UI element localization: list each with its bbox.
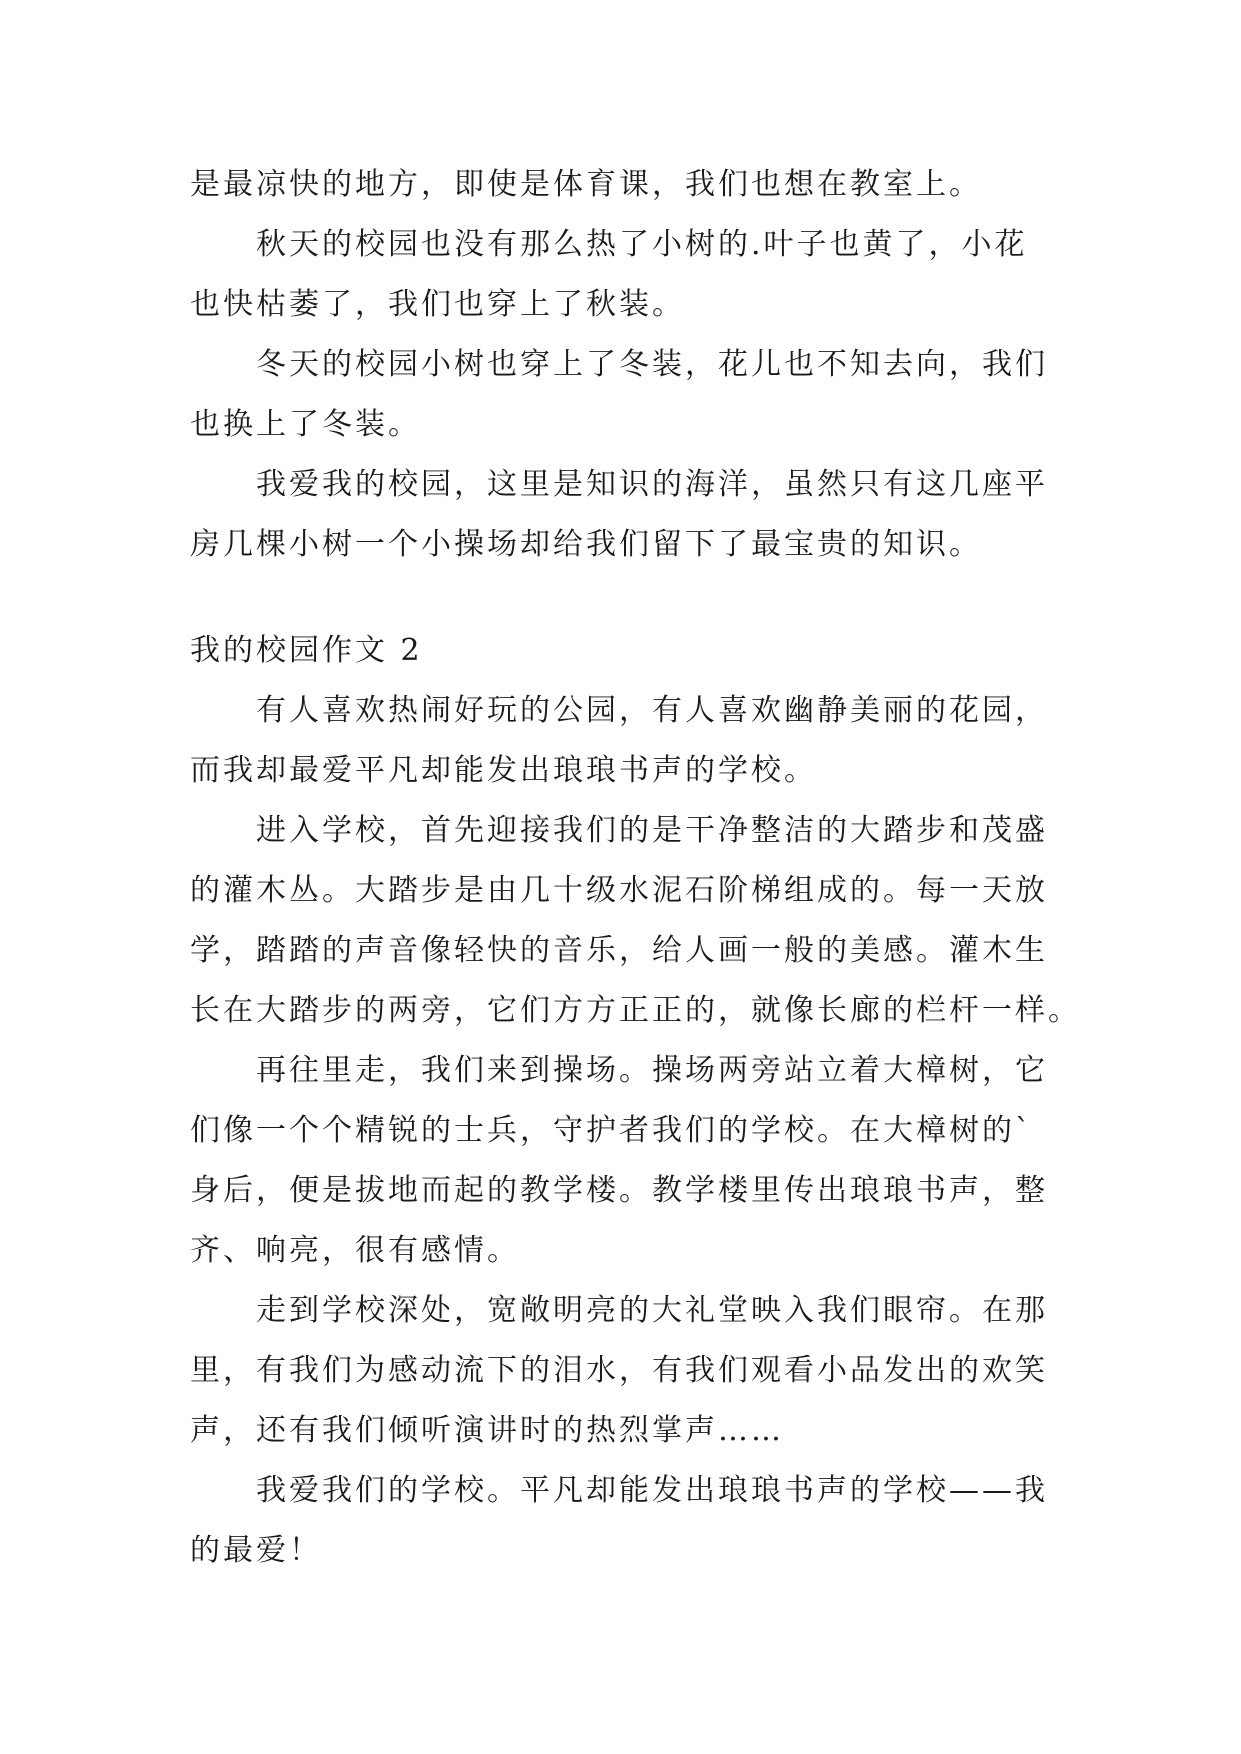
text-line: 冬天的校园小树也穿上了冬装，花儿也不知去向，我们 — [190, 347, 1048, 382]
text-line: 我爱我的校园，这里是知识的海洋，虽然只有这几座平 — [190, 467, 1048, 502]
text-line: 的最爱！ — [190, 1533, 322, 1568]
essay-title: 我的校园作文 2 — [190, 633, 423, 668]
text-line: 秋天的校园也没有那么热了小树的.叶子也黄了，小花 — [190, 227, 1028, 262]
text-line: 走到学校深处，宽敞明亮的大礼堂映入我们眼帘。在那 — [190, 1293, 1048, 1328]
text-line: 再往里走，我们来到操场。操场两旁站立着大樟树，它 — [190, 1053, 1048, 1088]
text-line: 们像一个个精锐的士兵，守护者我们的学校。在大樟树的` — [190, 1113, 1033, 1148]
text-line: 声，还有我们倾听演讲时的热烈掌声…… — [190, 1413, 784, 1448]
text-line: 长在大踏步的两旁，它们方方正正的，就像长廊的栏杆一样。 — [190, 993, 1081, 1028]
text-line: 我爱我们的学校。平凡却能发出琅琅书声的学校——我 — [190, 1473, 1048, 1508]
text-line: 房几棵小树一个小操场却给我们留下了最宝贵的知识。 — [190, 527, 982, 562]
text-line: 也快枯萎了，我们也穿上了秋装。 — [190, 287, 685, 322]
text-line: 身后，便是拔地而起的教学楼。教学楼里传出琅琅书声，整 — [190, 1173, 1048, 1208]
text-line: 是最凉快的地方，即使是体育课，我们也想在教室上。 — [190, 167, 982, 202]
text-line: 齐、响亮，很有感情。 — [190, 1233, 520, 1268]
text-line: 也换上了冬装。 — [190, 407, 421, 442]
text-line: 的灌木丛。大踏步是由几十级水泥石阶梯组成的。每一天放 — [190, 873, 1048, 908]
text-line: 里，有我们为感动流下的泪水，有我们观看小品发出的欢笑 — [190, 1353, 1048, 1388]
text-line: 而我却最爱平凡却能发出琅琅书声的学校。 — [190, 753, 817, 788]
text-line: 学，踏踏的声音像轻快的音乐，给人画一般的美感。灌木生 — [190, 933, 1048, 968]
text-line: 进入学校，首先迎接我们的是干净整洁的大踏步和茂盛 — [190, 813, 1048, 848]
text-line: 有人喜欢热闹好玩的公园，有人喜欢幽静美丽的花园， — [190, 693, 1048, 728]
